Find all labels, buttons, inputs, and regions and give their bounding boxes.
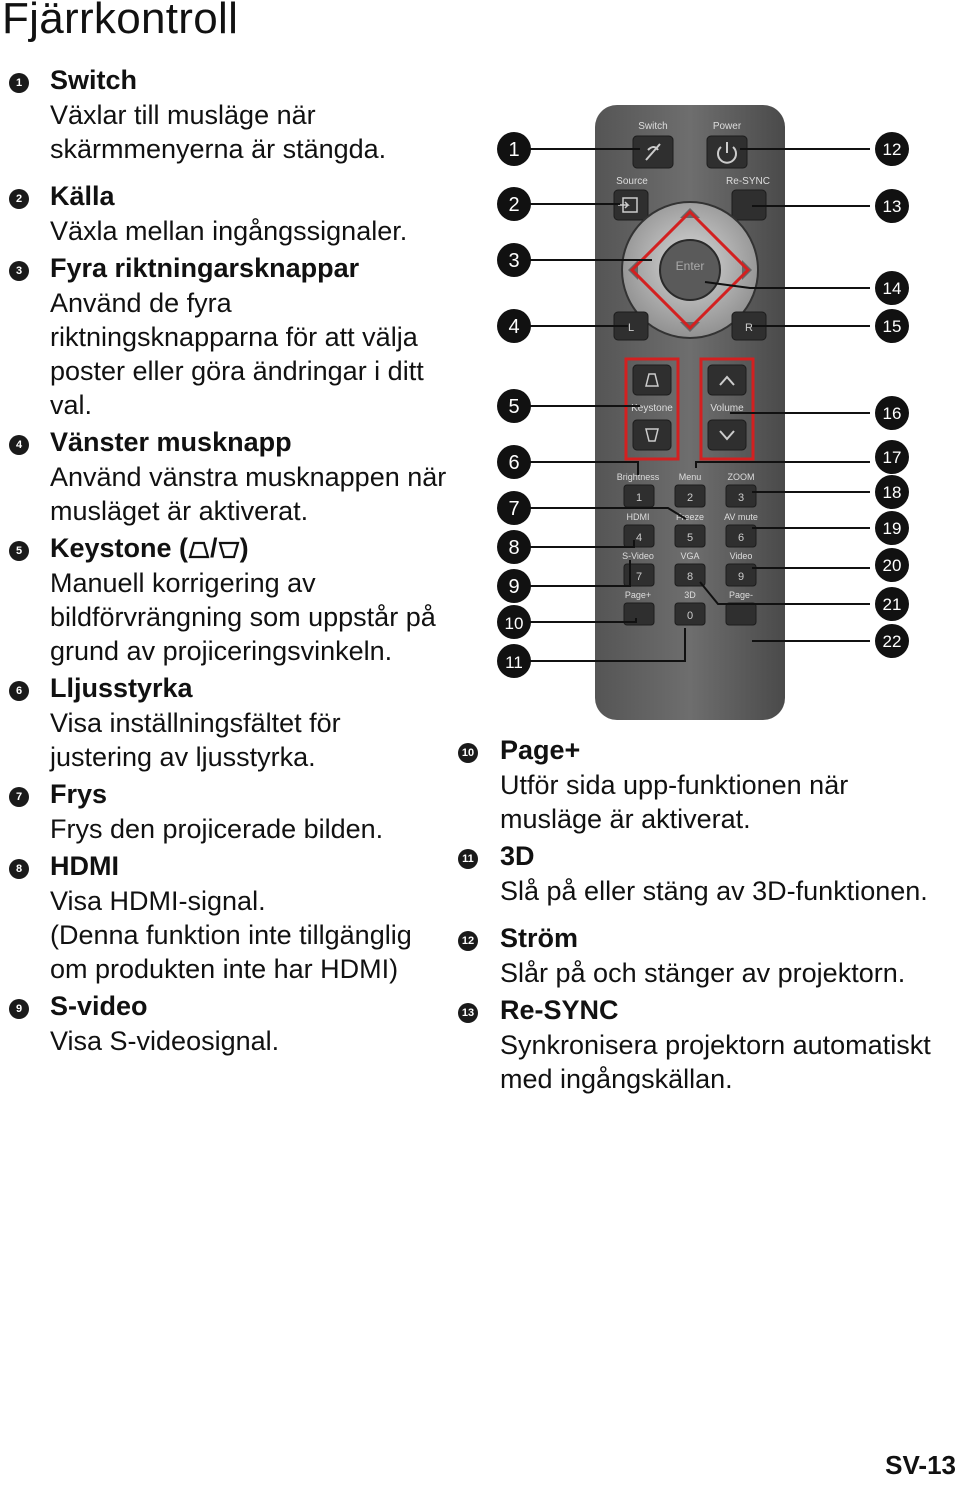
label-3d: 3D bbox=[684, 590, 696, 600]
remote-control-illustration bbox=[490, 100, 930, 725]
entry-name-suffix: ) bbox=[239, 533, 249, 563]
callout-3: 3 bbox=[508, 250, 520, 272]
callout-8: 8 bbox=[508, 537, 520, 559]
label-avmute: AV mute bbox=[724, 512, 758, 522]
label-video: Video bbox=[729, 551, 753, 561]
entry-description-note: (Denna funktion inte tillgänglig om produkten inte har HDMI) bbox=[50, 920, 412, 984]
key-7-label: 7 bbox=[635, 571, 643, 583]
callout-4: 4 bbox=[508, 316, 520, 338]
label-svideo: S-Video bbox=[622, 551, 654, 561]
callout-number: 7 bbox=[9, 787, 29, 807]
label-zoom: ZOOM bbox=[727, 472, 755, 482]
callout-15: 15 bbox=[882, 317, 902, 336]
callout-number: 6 bbox=[9, 681, 29, 701]
callout-14: 14 bbox=[882, 279, 902, 298]
label-vga: VGA bbox=[680, 551, 700, 561]
keystone-up-icon bbox=[188, 540, 210, 560]
keystone-up-button bbox=[633, 365, 671, 395]
callout-number: 11 bbox=[458, 849, 478, 869]
entry-name: Lljusstyrka bbox=[50, 673, 193, 703]
entry-name: 3D bbox=[500, 841, 535, 871]
label-resync: Re-SYNC bbox=[726, 176, 770, 187]
entry-brightness bbox=[0, 670, 450, 774]
entry-name: Frys bbox=[50, 779, 108, 809]
label-source: Source bbox=[616, 176, 648, 187]
entry-description: Använd vänstra musknappen när musläget är aktiverat. bbox=[50, 462, 447, 526]
label-menu: Menu bbox=[678, 472, 702, 482]
switch-button bbox=[633, 136, 673, 168]
page-number: SV-13 bbox=[885, 1450, 956, 1480]
entry-name: Ström bbox=[500, 923, 579, 953]
label-volume: Volume bbox=[710, 403, 744, 414]
entry-description: Slår på och stänger av projektorn. bbox=[500, 958, 906, 988]
entry-resync bbox=[452, 992, 957, 1096]
power-button bbox=[707, 136, 747, 168]
entry-description: Slå på eller stäng av 3D-funktionen. bbox=[500, 876, 928, 906]
callout-number: 9 bbox=[9, 999, 29, 1019]
entry-source bbox=[0, 178, 450, 248]
callout-2: 2 bbox=[508, 194, 520, 216]
key-4-label: 4 bbox=[635, 532, 643, 544]
entry-freeze bbox=[0, 776, 450, 846]
callout-number: 13 bbox=[458, 1003, 478, 1023]
entry-name: Switch bbox=[50, 65, 138, 95]
callout-number: 5 bbox=[9, 541, 29, 561]
volume-down-button bbox=[708, 420, 746, 450]
keystone-down-icon bbox=[218, 540, 240, 560]
callout-13: 13 bbox=[882, 197, 902, 216]
callout-5: 5 bbox=[508, 396, 520, 418]
key-1-label: 1 bbox=[635, 492, 643, 504]
label-pageplus: Page+ bbox=[624, 590, 652, 600]
left-column bbox=[0, 62, 450, 1058]
entry-hdmi bbox=[0, 848, 450, 986]
page-down-button bbox=[726, 603, 756, 625]
callout-12: 12 bbox=[882, 140, 902, 159]
entry-3d bbox=[452, 838, 957, 908]
entry-description: Visa S-videosignal. bbox=[50, 1026, 280, 1056]
entry-name: S-video bbox=[50, 991, 148, 1021]
key-0-label: 0 bbox=[686, 610, 694, 622]
entry-name: Re-SYNC bbox=[500, 995, 619, 1025]
entry-name-prefix: Keystone ( bbox=[50, 533, 189, 563]
entry-switch bbox=[0, 62, 450, 166]
callout-1: 1 bbox=[508, 139, 520, 161]
callout-10: 10 bbox=[504, 614, 524, 633]
entry-direction-keys bbox=[0, 250, 450, 422]
keystone-down-button bbox=[633, 420, 671, 450]
page-title: Fjärrkontroll bbox=[2, 0, 239, 43]
entry-page-up bbox=[452, 732, 957, 836]
callout-7: 7 bbox=[508, 498, 520, 520]
key-9-label: 9 bbox=[737, 571, 745, 583]
label-hdmi: HDMI bbox=[626, 512, 650, 522]
entry-description: Frys den projicerade bilden. bbox=[50, 814, 384, 844]
callout-22: 22 bbox=[882, 632, 902, 651]
callout-11: 11 bbox=[505, 653, 523, 672]
callout-17: 17 bbox=[882, 448, 902, 467]
entry-name: Vänster musknapp bbox=[50, 427, 292, 457]
entry-description: Utför sida upp-funktionen när musläge är aktiverat. bbox=[500, 770, 849, 834]
entry-description: Visa inställningsfältet för justering av ljusstyrka. bbox=[50, 708, 341, 772]
entry-description: Manuell korrigering av bildförvrängning som uppstår på grund av projiceringsvinkeln. bbox=[50, 568, 436, 666]
right-column bbox=[452, 732, 957, 1096]
entry-keystone bbox=[0, 530, 450, 668]
key-2-label: 2 bbox=[686, 492, 694, 504]
label-l: L bbox=[627, 322, 635, 334]
entry-name: HDMI bbox=[50, 851, 119, 881]
callout-number: 8 bbox=[9, 859, 29, 879]
label-r: R bbox=[745, 322, 753, 334]
entry-description: Växla mellan ingångssignaler. bbox=[50, 216, 408, 246]
volume-up-button bbox=[708, 365, 746, 395]
entry-name: Källa bbox=[50, 181, 115, 211]
entry-left-mouse bbox=[0, 424, 450, 528]
callout-number: 4 bbox=[9, 435, 29, 455]
entry-name bbox=[50, 530, 450, 566]
entry-description: Växlar till musläge när skärmmenyerna är stängda. bbox=[50, 100, 387, 164]
key-6-label: 6 bbox=[737, 532, 745, 544]
callout-number: 3 bbox=[9, 261, 29, 281]
label-freeze: Freeze bbox=[675, 512, 705, 522]
callout-9: 9 bbox=[508, 576, 520, 598]
callout-19: 19 bbox=[882, 519, 902, 538]
callout-16: 16 bbox=[882, 404, 902, 423]
entry-name: Fyra riktningarsknappar bbox=[50, 253, 360, 283]
entry-description: Synkronisera projektorn automatiskt med ingångskällan. bbox=[500, 1030, 931, 1094]
entry-svideo bbox=[0, 988, 450, 1058]
entry-name-separator: / bbox=[210, 533, 218, 563]
label-switch: Switch bbox=[638, 121, 668, 132]
key-3-label: 3 bbox=[737, 492, 745, 504]
label-power: Power bbox=[712, 121, 742, 132]
entry-description: Visa HDMI-signal. bbox=[50, 886, 266, 916]
label-brightness: Brightness bbox=[616, 472, 660, 482]
label-pageminus: Page- bbox=[728, 590, 754, 600]
label-enter: Enter bbox=[675, 259, 705, 273]
entry-description: Använd de fyra riktningsknapparna för att välja poster eller göra ändringar i ditt val. bbox=[50, 288, 424, 420]
callout-6: 6 bbox=[508, 452, 520, 474]
entry-power bbox=[452, 920, 957, 990]
callout-number: 10 bbox=[458, 743, 478, 763]
callout-number: 1 bbox=[9, 73, 29, 93]
callout-21: 21 bbox=[882, 595, 902, 614]
callout-18: 18 bbox=[882, 483, 902, 502]
callout-number: 2 bbox=[9, 189, 29, 209]
callout-number: 12 bbox=[458, 931, 478, 951]
entry-name: Page+ bbox=[500, 735, 581, 765]
key-8-label: 8 bbox=[686, 571, 694, 583]
callout-20: 20 bbox=[882, 556, 902, 575]
key-5-label: 5 bbox=[686, 532, 694, 544]
label-keystone: Keystone bbox=[631, 403, 673, 414]
